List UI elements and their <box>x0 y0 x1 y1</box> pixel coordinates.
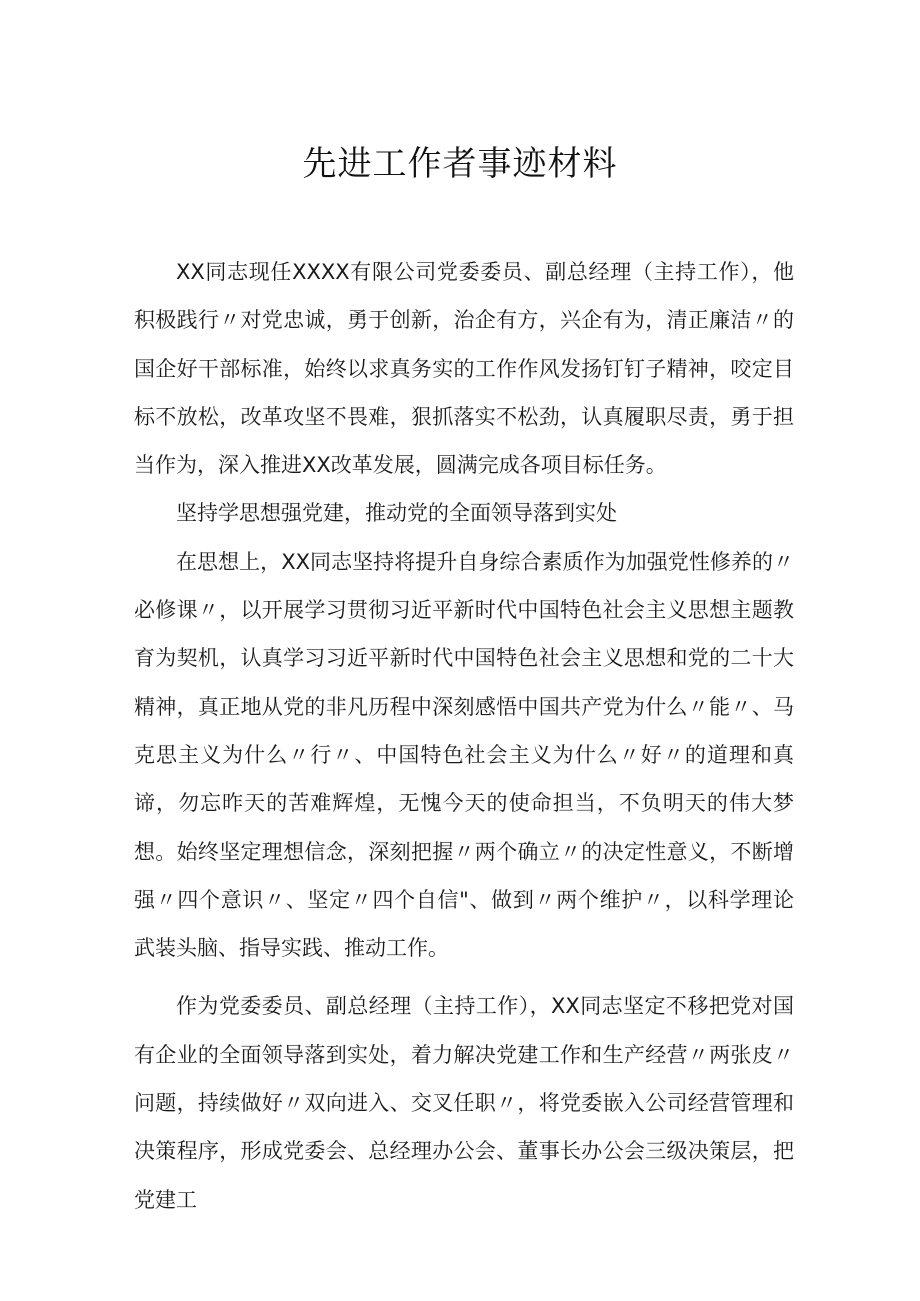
paragraph-leadership: 作为党委委员、副总经理（主持工作），XX同志坚定不移把党对国有企业的全面领导落到实处，着力解决党建工作和生产经营〃两张皮〃问题，持续做好〃双向进入、交叉任职〃，将党委嵌入公司经营管理和决策程序，形成党委会、总经理办公会、董事长办公会三级决策层，把党建工 <box>134 994 794 1212</box>
document-title: 先进工作者事迹材料 <box>302 144 618 184</box>
paragraph-thought: 在思想上，XX同志坚持将提升自身综合素质作为加强党性修养的〃必修课〃，以开展学习贯彻习近平新时代中国特色社会主义思想主题教育为契机，认真学习习近平新时代中国特色社会主义思想和党的二十大精神，真正地从党的非凡历程中深刻感悟中国共产党为什么〃能〃、马克思主义为什么〃行〃、中国特色社会主义为什么〃好〃的道理和真谛，勿忘昨天的苦难辉煌，无愧今天的使命担当，不负明天的伟大梦想。始终坚定理想信念，深刻把握〃两个确立〃的决定性意义，不断增强〃四个意识〃、坚定〃四个自信"、做到〃两个维护〃，以科学理论武装头脑、指导实践、推动工作。 <box>134 549 794 961</box>
paragraph-intro: XX同志现任XXXX有限公司党委委员、副总经理（主持工作），他积极践行〃对党忠诚，勇于创新，治企有方，兴企有为，清正廉洁〃的国企好干部标准，始终以求真务实的工作作风发扬钉钉子精神，咬定目标不放松，改革攻坚不畏难，狠抓落实不松劲，认真履职尽责，勇于担当作为，深入推进XX改革发展，圆满完成各项目标任务。 <box>134 260 794 478</box>
section-heading: 坚持学思想强党建，推动党的全面领导落到实处 <box>176 501 617 526</box>
document-body <box>134 248 794 1224</box>
